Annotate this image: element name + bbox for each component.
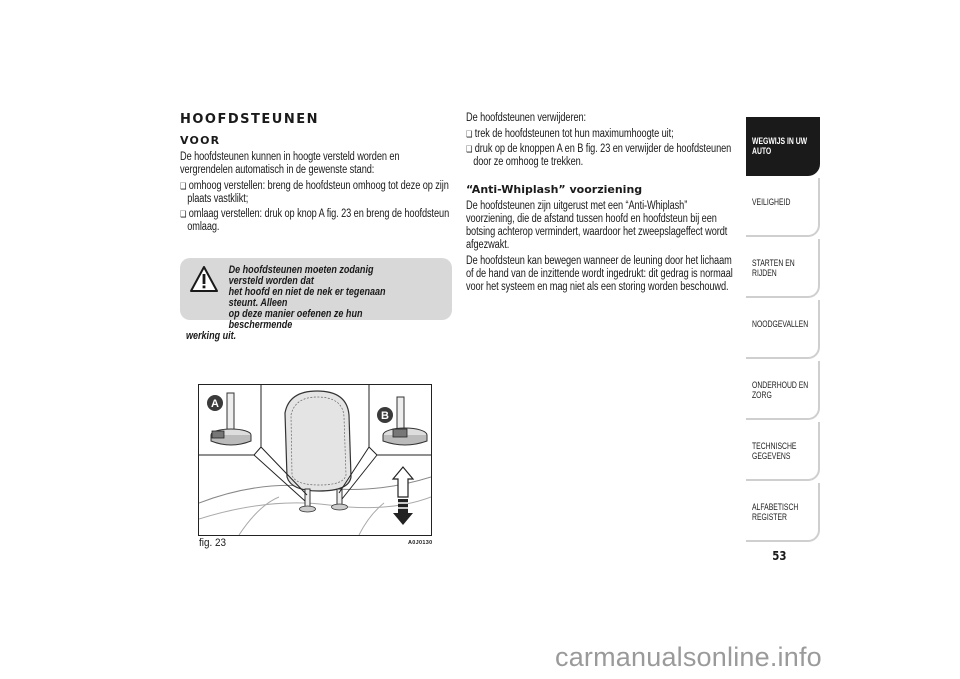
tab-label: ONDERHOUD EN ZORG	[752, 380, 809, 401]
warning-box	[180, 258, 452, 342]
right-body-bottom	[466, 200, 738, 294]
paragraph: De hoofdsteun kan bewegen wanneer de leuning door het lichaam of de hand van de inzittende wordt ingedrukt: dit gedrag is normaal voor het systeem en mag niet als een storing worden beschouwd.	[466, 255, 733, 293]
tab-label: NOODGEVALLEN	[752, 319, 809, 330]
tab-starten[interactable]	[746, 239, 820, 298]
warning-line: De hoofdsteunen moeten zodanig versteld worden dat	[228, 264, 374, 287]
watermark: carmanualsonline.info	[555, 642, 822, 672]
intro-text: De hoofdsteunen kunnen in hoogte versteld worden en vergrendelen automatisch in de gewenste stand:	[180, 151, 400, 176]
section-heading: “Anti-Whiplash” voorziening	[466, 183, 643, 196]
bullet-item: ❏ trek de hoofdsteunen tot hun maximumhoogte uit;	[466, 128, 738, 141]
tab-label: WEGWIJS IN UW AUTO	[752, 136, 808, 157]
bullet-item: ❏ omhoog verstellen: breng de hoofdsteun omhoog tot deze op zijn plaats vastklikt;	[180, 180, 452, 206]
right-body-top	[466, 112, 738, 169]
tab-label: VEILIGHEID	[752, 197, 791, 208]
tab-wegwijs[interactable]	[746, 117, 820, 176]
headrest-illustration	[199, 385, 431, 535]
left-column	[180, 112, 452, 236]
warning-line: op deze manier oefenen ze hun beschermende	[228, 308, 363, 331]
warning-line: het hoofd en niet de nek er tegenaan steunt. Alleen	[228, 286, 386, 309]
intro-text: De hoofdsteunen verwijderen:	[466, 112, 586, 124]
label-a: A	[211, 398, 219, 410]
section-title: HOOFDSTEUNEN	[180, 112, 319, 127]
label-b: B	[381, 410, 389, 422]
tab-noodgevallen[interactable]	[746, 300, 820, 359]
paragraph: De hoofdsteunen zijn uitgerust met een “Anti-Whiplash” voorziening, die de afstand tussen hoofd en hoofdsteun bij een botsing achterop vermindert, waardoor het zweepslageffect wordt afgezwakt.	[466, 200, 728, 251]
tab-technische[interactable]	[746, 422, 820, 481]
tab-onderhoud[interactable]	[746, 361, 820, 420]
right-column	[466, 112, 738, 297]
warning-line: werking uit.	[186, 330, 237, 342]
tab-label: STARTEN EN RIJDEN	[752, 258, 795, 279]
bullet-item: ❏ druk op de knoppen A en B fig. 23 en verwijder de hoofdsteunen door ze omhoog te trekken.	[466, 143, 738, 169]
tab-veiligheid[interactable]	[746, 178, 820, 237]
tab-label: TECHNISCHE GEGEVENS	[752, 441, 797, 462]
tab-register[interactable]	[746, 483, 820, 542]
page-number: 53	[772, 549, 787, 563]
subsection-title: VOOR	[180, 134, 221, 147]
tab-label: ALFABETISCH REGISTER	[752, 502, 799, 523]
figure-code: A0J0130	[408, 540, 433, 546]
figure-caption: fig. 23	[199, 537, 226, 549]
warning-text	[186, 265, 401, 342]
chapter-tabs	[746, 117, 820, 544]
left-body	[180, 151, 452, 234]
bullet-item: ❏ omlaag verstellen: druk op knop A fig. 23 en breng de hoofdsteun omlaag.	[180, 208, 452, 234]
headrest-figure	[198, 384, 432, 536]
